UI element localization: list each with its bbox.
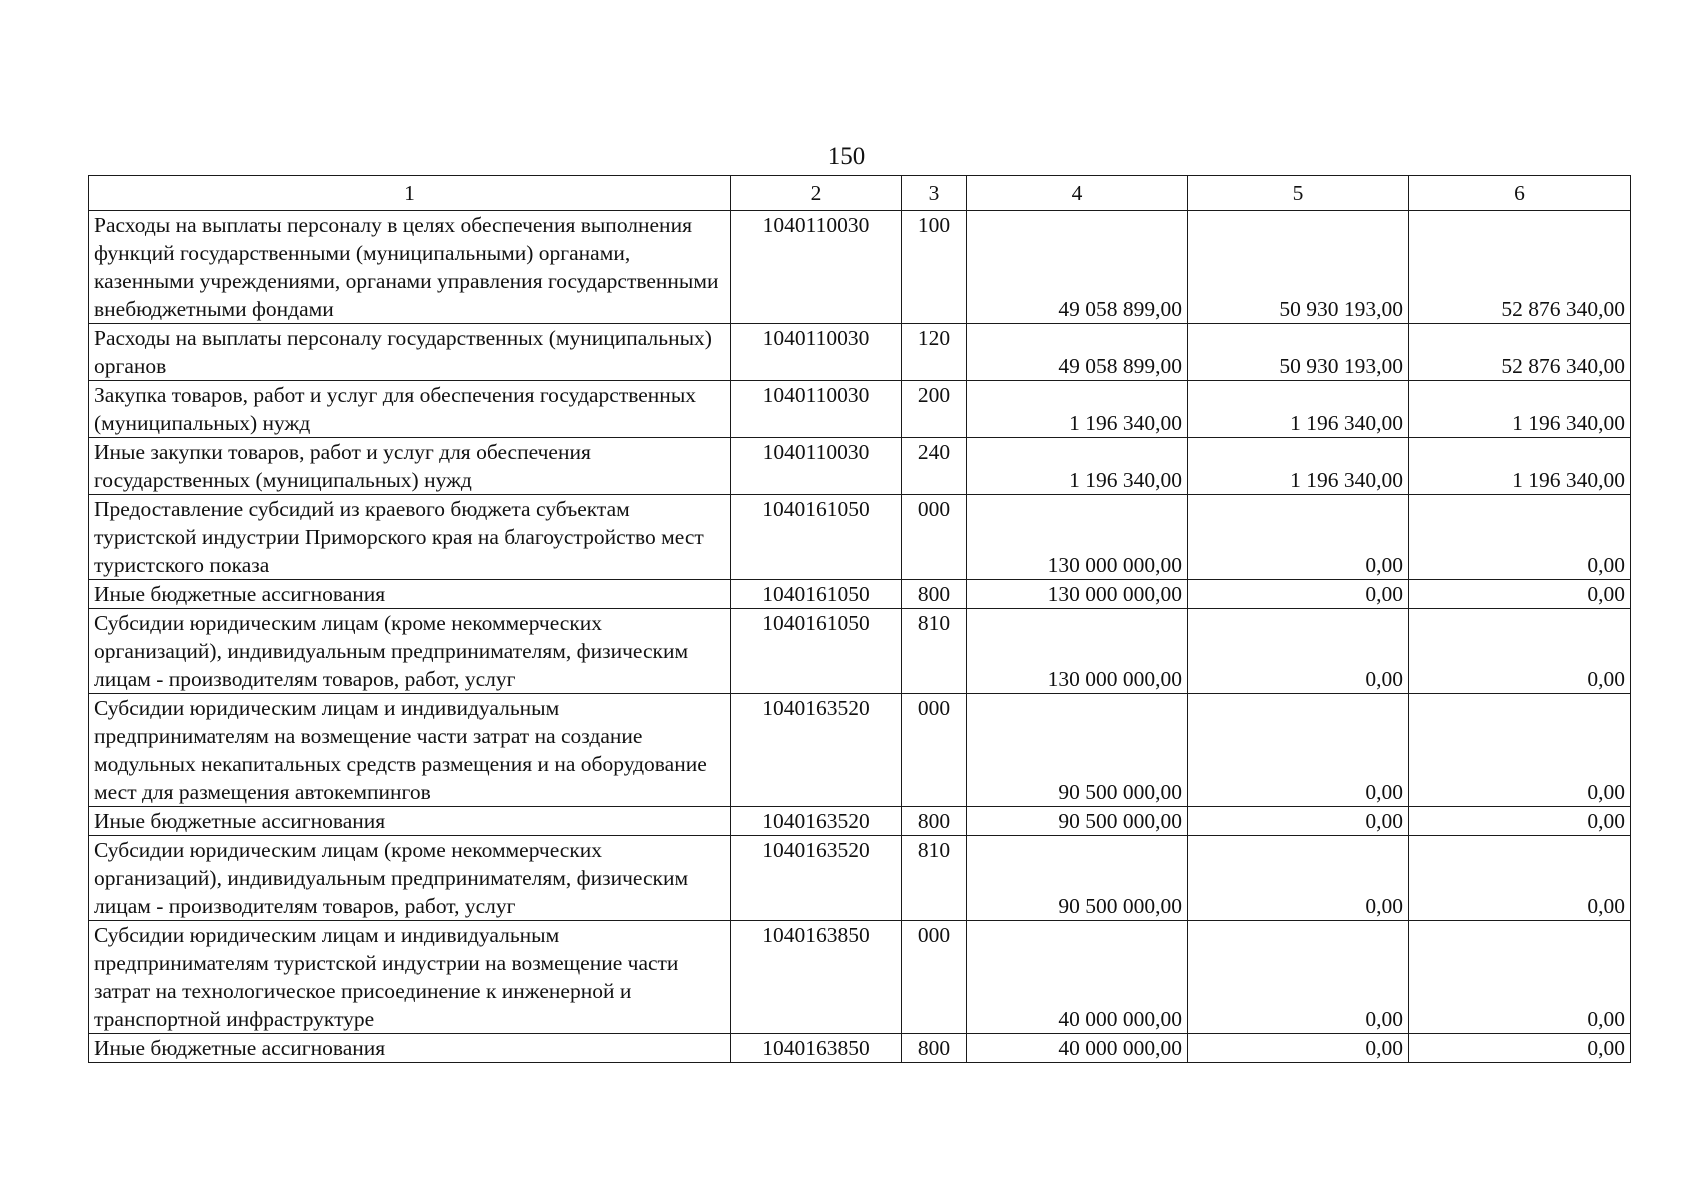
row-amount-year3-cell: 0,00 — [1409, 1034, 1631, 1063]
row-amount-year2-cell: 0,00 — [1188, 921, 1409, 1034]
table-row — [89, 609, 1631, 694]
row-name-cell: Субсидии юридическим лицам (кроме некоммерческих организаций), индивидуальным предпринимателям, физическим лицам - производителям товаров, работ, услуг — [89, 609, 731, 694]
column-header: 3 — [902, 176, 967, 211]
row-amount-year1-cell: 130 000 000,00 — [967, 495, 1188, 580]
row-target-code-cell: 1040161050 — [731, 580, 902, 609]
row-amount-year3-cell: 52 876 340,00 — [1409, 211, 1631, 324]
row-target-code-cell: 1040110030 — [731, 381, 902, 438]
row-target-code-cell: 1040163520 — [731, 836, 902, 921]
row-amount-year3-cell: 0,00 — [1409, 580, 1631, 609]
table-row — [89, 495, 1631, 580]
row-amount-year3-cell: 0,00 — [1409, 807, 1631, 836]
row-amount-year2-cell: 0,00 — [1188, 807, 1409, 836]
row-name-cell: Субсидии юридическим лицам (кроме некоммерческих организаций), индивидуальным предпринимателям, физическим лицам - производителям товаров, работ, услуг — [89, 836, 731, 921]
row-target-code-cell: 1040163520 — [731, 694, 902, 807]
row-name-cell: Субсидии юридическим лицам и индивидуальным предпринимателям на возмещение части затрат на создание модульных некапитальных средств размещения и на оборудование мест для размещения автокемпингов — [89, 694, 731, 807]
row-target-code-cell: 1040163850 — [731, 921, 902, 1034]
row-amount-year2-cell: 0,00 — [1188, 495, 1409, 580]
row-name-cell: Иные закупки товаров, работ и услуг для обеспечения государственных (муниципальных) нужд — [89, 438, 731, 495]
row-amount-year2-cell: 0,00 — [1188, 609, 1409, 694]
row-target-code-cell: 1040110030 — [731, 438, 902, 495]
row-amount-year2-cell: 0,00 — [1188, 1034, 1409, 1063]
page-number: 150 — [827, 143, 866, 170]
row-amount-year1-cell: 1 196 340,00 — [967, 438, 1188, 495]
table-row — [89, 324, 1631, 381]
row-target-code-cell: 1040161050 — [731, 495, 902, 580]
budget-table — [88, 175, 1631, 1063]
table-row — [89, 438, 1631, 495]
row-expense-type-cell: 000 — [902, 921, 967, 1034]
row-amount-year3-cell: 0,00 — [1409, 694, 1631, 807]
row-amount-year3-cell: 0,00 — [1409, 495, 1631, 580]
table-body — [89, 211, 1631, 1063]
row-expense-type-cell: 800 — [902, 1034, 967, 1063]
row-expense-type-cell: 000 — [902, 694, 967, 807]
row-amount-year2-cell: 1 196 340,00 — [1188, 381, 1409, 438]
row-expense-type-cell: 800 — [902, 580, 967, 609]
row-name-cell: Расходы на выплаты персоналу государственных (муниципальных) органов — [89, 324, 731, 381]
row-amount-year3-cell: 0,00 — [1409, 836, 1631, 921]
column-header: 1 — [89, 176, 731, 211]
row-amount-year1-cell: 90 500 000,00 — [967, 836, 1188, 921]
row-amount-year1-cell: 90 500 000,00 — [967, 807, 1188, 836]
row-name-cell: Иные бюджетные ассигнования — [89, 580, 731, 609]
row-name-cell: Предоставление субсидий из краевого бюджета субъектам туристской индустрии Приморского края на благоустройство мест туристского показа — [89, 495, 731, 580]
row-name-cell: Субсидии юридическим лицам и индивидуальным предпринимателям туристской индустрии на возмещение части затрат на технологическое присоединение к инженерной и транспортной инфраструктуре — [89, 921, 731, 1034]
row-target-code-cell: 1040163520 — [731, 807, 902, 836]
row-amount-year2-cell: 50 930 193,00 — [1188, 211, 1409, 324]
row-amount-year1-cell: 49 058 899,00 — [967, 211, 1188, 324]
row-amount-year3-cell: 0,00 — [1409, 609, 1631, 694]
row-amount-year3-cell: 52 876 340,00 — [1409, 324, 1631, 381]
table-row — [89, 836, 1631, 921]
row-target-code-cell: 1040161050 — [731, 609, 902, 694]
column-header: 2 — [731, 176, 902, 211]
row-expense-type-cell: 240 — [902, 438, 967, 495]
row-expense-type-cell: 100 — [902, 211, 967, 324]
row-amount-year1-cell: 130 000 000,00 — [967, 580, 1188, 609]
table-row — [89, 211, 1631, 324]
row-amount-year1-cell: 40 000 000,00 — [967, 921, 1188, 1034]
table-row — [89, 1034, 1631, 1063]
row-expense-type-cell: 120 — [902, 324, 967, 381]
row-expense-type-cell: 000 — [902, 495, 967, 580]
table-row — [89, 580, 1631, 609]
row-amount-year3-cell: 1 196 340,00 — [1409, 381, 1631, 438]
row-amount-year2-cell: 0,00 — [1188, 836, 1409, 921]
column-header: 4 — [967, 176, 1188, 211]
row-target-code-cell: 1040163850 — [731, 1034, 902, 1063]
row-amount-year1-cell: 90 500 000,00 — [967, 694, 1188, 807]
row-expense-type-cell: 810 — [902, 836, 967, 921]
row-expense-type-cell: 200 — [902, 381, 967, 438]
row-amount-year1-cell: 1 196 340,00 — [967, 381, 1188, 438]
row-amount-year2-cell: 0,00 — [1188, 694, 1409, 807]
row-target-code-cell: 1040110030 — [731, 211, 902, 324]
row-name-cell: Закупка товаров, работ и услуг для обеспечения государственных (муниципальных) нужд — [89, 381, 731, 438]
table-row — [89, 694, 1631, 807]
column-header: 5 — [1188, 176, 1409, 211]
row-name-cell: Расходы на выплаты персоналу в целях обеспечения выполнения функций государственными (муниципальными) органами, казенными учреждениями, органами управления государственными внебюджетными фондами — [89, 211, 731, 324]
row-name-cell: Иные бюджетные ассигнования — [89, 807, 731, 836]
row-amount-year3-cell: 0,00 — [1409, 921, 1631, 1034]
row-amount-year1-cell: 49 058 899,00 — [967, 324, 1188, 381]
row-amount-year1-cell: 130 000 000,00 — [967, 609, 1188, 694]
row-amount-year3-cell: 1 196 340,00 — [1409, 438, 1631, 495]
row-amount-year2-cell: 50 930 193,00 — [1188, 324, 1409, 381]
row-target-code-cell: 1040110030 — [731, 324, 902, 381]
table-row — [89, 807, 1631, 836]
row-amount-year2-cell: 1 196 340,00 — [1188, 438, 1409, 495]
table-row — [89, 381, 1631, 438]
table-row — [89, 921, 1631, 1034]
row-amount-year2-cell: 0,00 — [1188, 580, 1409, 609]
table-header-row — [89, 176, 1631, 211]
column-header: 6 — [1409, 176, 1631, 211]
row-expense-type-cell: 810 — [902, 609, 967, 694]
row-amount-year1-cell: 40 000 000,00 — [967, 1034, 1188, 1063]
row-expense-type-cell: 800 — [902, 807, 967, 836]
row-name-cell: Иные бюджетные ассигнования — [89, 1034, 731, 1063]
